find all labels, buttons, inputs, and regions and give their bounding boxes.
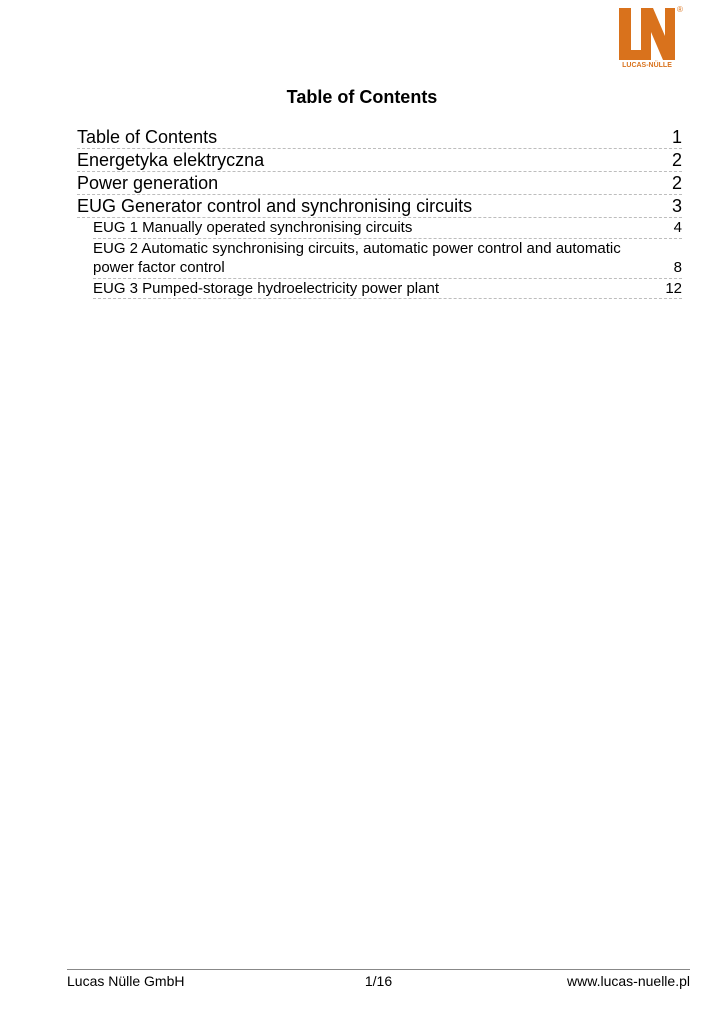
toc-entry-page: 8 bbox=[673, 259, 682, 276]
toc-entry-title: EUG Generator control and synchronising circuits bbox=[77, 196, 473, 216]
toc-entry[interactable] bbox=[77, 195, 682, 218]
toc-entry-page: 4 bbox=[673, 219, 682, 236]
footer-company: Lucas Nülle GmbH bbox=[67, 973, 185, 989]
toc-entry-title: EUG 1 Manually operated synchronising circuits bbox=[93, 219, 413, 236]
footer-divider bbox=[67, 969, 690, 970]
toc-entry[interactable] bbox=[77, 126, 682, 149]
toc-subentry[interactable] bbox=[93, 218, 682, 239]
registered-mark: ® bbox=[677, 5, 683, 14]
logo-caption: LUCAS-NÜLLE bbox=[622, 62, 672, 69]
toc-entry[interactable] bbox=[77, 172, 682, 195]
footer-page-number: 1/16 bbox=[364, 973, 393, 989]
toc-subentry[interactable] bbox=[93, 239, 682, 279]
toc-entry-title: Power generation bbox=[77, 173, 219, 193]
toc-entry-title: EUG 3 Pumped-storage hydroelectricity power plant bbox=[93, 279, 439, 297]
toc-entry-page: 3 bbox=[671, 196, 682, 216]
toc-entry-page: 2 bbox=[671, 150, 682, 170]
toc-entry-title: Table of Contents bbox=[77, 127, 218, 147]
toc-entry-title: Energetyka elektryczna bbox=[77, 150, 265, 170]
toc-entry[interactable] bbox=[77, 149, 682, 172]
toc-entry-title: EUG 2 Automatic synchronising circuits, automatic power control and automatic power factor control bbox=[93, 239, 621, 276]
toc-subentry[interactable] bbox=[93, 279, 682, 300]
table-of-contents bbox=[77, 126, 682, 299]
toc-entry-page: 12 bbox=[665, 279, 682, 297]
toc-entry-page: 1 bbox=[671, 127, 682, 147]
footer-website[interactable]: www.lucas-nuelle.pl bbox=[567, 973, 690, 989]
page-title: Table of Contents bbox=[286, 87, 438, 107]
page-footer bbox=[67, 973, 690, 989]
toc-entry-page: 2 bbox=[671, 173, 682, 193]
